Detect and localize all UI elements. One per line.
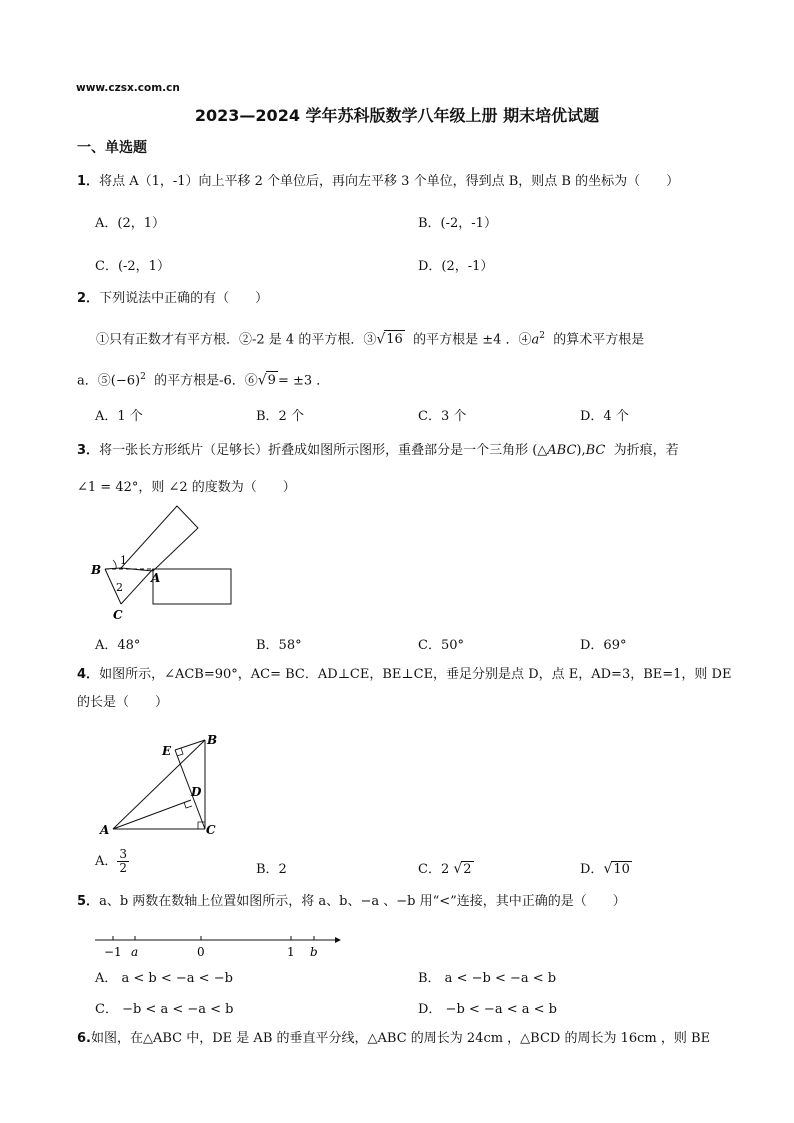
q5-option-a[interactable]: A． a < b < −a < −b xyxy=(95,971,233,986)
q5-option-b[interactable]: B． a < −b < −a < b xyxy=(418,971,557,986)
label-a: A xyxy=(151,571,161,585)
question-number: 4 xyxy=(77,667,87,682)
statement-text: 的平方根是-6．⑥ xyxy=(154,373,258,389)
tick-label: 0 xyxy=(197,945,205,959)
label-e: E xyxy=(162,744,172,758)
question-1: 1．将点 A（1，-1）向上平移 2 个单位后，再向左平移 3 个单位，得到点 B，则点 B 的坐标为（ ） xyxy=(77,174,680,189)
q5-option-c[interactable]: C． −b < a < −a < b xyxy=(95,1002,234,1017)
radicand: 9 xyxy=(267,373,276,389)
q1-option-a[interactable]: A．(2，1） xyxy=(95,216,166,231)
angle-1-label: 1 xyxy=(120,554,127,567)
page-title: 2023—2024 学年苏科版数学八年级上册 期末培优试题 xyxy=(194,106,600,125)
radicand: 2 xyxy=(463,862,472,877)
question-4: 4．如图所示，∠ACB=90°，AC= BC．AD⊥CE，BE⊥CE，垂足分别是点 D，点 E，AD=3，BE=1，则 DE xyxy=(77,667,732,682)
q4-figure xyxy=(95,730,230,840)
q2-option-a[interactable]: A．1 个 xyxy=(95,409,143,424)
segment-ad xyxy=(113,800,191,829)
q1-option-d[interactable]: D．(2，-1） xyxy=(418,259,494,274)
q1-option-c[interactable]: C．(-2，1） xyxy=(95,259,170,274)
label-c: C xyxy=(206,823,216,837)
question-text: 下列说法中正确的有（ ） xyxy=(99,291,269,306)
question-number: 6 xyxy=(77,1031,87,1046)
question-number: 2 xyxy=(77,291,87,306)
edge xyxy=(121,569,153,604)
question-text: ，则 ∠2 的度数为（ ） xyxy=(138,480,296,495)
axis-arrow xyxy=(335,937,341,943)
question-4-line2: 的长是（ ） xyxy=(77,695,169,710)
question-5: 5．a、b 两数在数轴上位置如图所示，将 a、b、−a 、−b 用“<”连接，其中正确的是（ ） xyxy=(77,894,626,909)
fraction: $\frac{3}{2}$ xyxy=(119,847,128,875)
q4-option-c[interactable]: C．2 √2 xyxy=(418,861,472,877)
label-d: D xyxy=(191,785,202,799)
q4-option-a[interactable] xyxy=(95,848,129,875)
statement-text: 的平方根是 ±4 ．④ xyxy=(413,332,532,348)
math-expression: (−6) xyxy=(110,373,141,389)
q2-option-c[interactable]: C．3 个 xyxy=(418,409,467,424)
radicand: 10 xyxy=(613,862,630,877)
q3-option-b[interactable]: B．58° xyxy=(256,638,302,653)
q2-statements-line1: ①只有正数才有平方根．②-2 是 4 的平方根．③√16 的平方根是 ±4 ．$④a^2$ 的算术平方根是 xyxy=(96,331,645,348)
math-expression: ∠1 = 42° xyxy=(77,480,139,495)
label-b: B xyxy=(91,563,102,577)
tick-label: b xyxy=(310,945,318,959)
option-label: C．2 xyxy=(418,862,450,877)
q2-statements-line2: a．$⑤(-6)^2$ 的平方根是-6．⑥√9 = ±3 ． xyxy=(77,372,330,389)
q3-option-a[interactable]: A．48° xyxy=(95,638,141,653)
tick-label: a xyxy=(131,945,139,959)
q3-figure xyxy=(85,500,245,625)
section-heading: 一、单选题 xyxy=(77,140,147,156)
tick-label: 1 xyxy=(287,945,295,959)
statement-text: 的算术平方根是 xyxy=(553,332,645,348)
question-number: 1 xyxy=(77,174,87,189)
question-6: 6.如图，在△ABC 中，DE 是 AB 的垂直平分线，△ABC 的周长为 24cm ，△BCD 的周长为 16cm ，则 BE xyxy=(77,1031,711,1046)
number-line xyxy=(90,930,345,960)
radicand: 16 xyxy=(386,332,403,348)
question-number: 5 xyxy=(77,894,87,909)
question-3: 3．将一张长方形纸片（足够长）折叠成如图所示图形，重叠部分是一个三角形 (△ABC),BC 为折痕，若 xyxy=(77,443,679,458)
q4-option-d[interactable]: D．√10 xyxy=(580,861,630,877)
option-label: D． xyxy=(580,862,604,877)
statement-text: a．⑤ xyxy=(77,373,111,389)
question-number: 3 xyxy=(77,443,87,458)
math-expression: △ABC xyxy=(537,443,577,458)
q5-option-d[interactable]: D． −b < −a < a < b xyxy=(418,1002,557,1017)
statement-text: ①只有正数才有平方根．②-2 是 4 的平方根．③ xyxy=(96,332,377,348)
site-url: www.czsx.com.cn xyxy=(76,82,180,94)
paper-strip xyxy=(153,569,231,604)
q4-option-b[interactable]: B．2 xyxy=(256,862,287,877)
question-text: 将点 A（1，-1）向上平移 2 个单位后，再向左平移 3 个单位，得到点 B，则点 B 的坐标为（ ） xyxy=(99,174,680,189)
question-text: 如图所示，∠ACB=90°，AC= BC．AD⊥CE，BE⊥CE，垂足分别是点 D，点 E，AD=3，BE=1，则 DE xyxy=(99,667,732,682)
question-3-line2 xyxy=(77,479,296,497)
angle-2-label: 2 xyxy=(116,581,123,594)
label-b: B xyxy=(207,733,218,747)
question-text: 将一张长方形纸片（足够长）折叠成如图所示图形，重叠部分是一个三角形 ( xyxy=(99,443,538,458)
q3-option-c[interactable]: C．50° xyxy=(418,638,464,653)
folded-strip xyxy=(121,506,198,571)
q2-option-b[interactable]: B．2 个 xyxy=(256,409,304,424)
q1-option-b[interactable]: B．(-2，-1） xyxy=(418,216,497,231)
question-text: 如图，在△ABC 中，DE 是 AB 的垂直平分线，△ABC 的周长为 24cm ，△BCD 的周长为 16cm ，则 BE xyxy=(91,1031,711,1046)
statement-text: = ±3 ． xyxy=(277,373,330,389)
edge xyxy=(105,568,121,569)
question-2: 2．下列说法中正确的有（ ） xyxy=(77,291,269,306)
q2-option-d[interactable]: D．4 个 xyxy=(580,409,629,424)
angle-arc xyxy=(113,560,116,569)
label-c: C xyxy=(113,608,123,622)
math-expression: BC xyxy=(585,443,606,458)
question-text: a、b 两数在数轴上位置如图所示，将 a、b、−a 、−b 用“<”连接，其中正确的是（ ） xyxy=(99,894,626,909)
right-angle-d xyxy=(184,802,192,808)
question-text: ), xyxy=(576,443,586,458)
label-a: A xyxy=(100,823,110,837)
option-label: A． xyxy=(95,854,118,869)
tick-label: −1 xyxy=(104,945,122,959)
question-text: 为折痕，若 xyxy=(613,443,679,458)
q3-option-d[interactable]: D．69° xyxy=(580,638,627,653)
